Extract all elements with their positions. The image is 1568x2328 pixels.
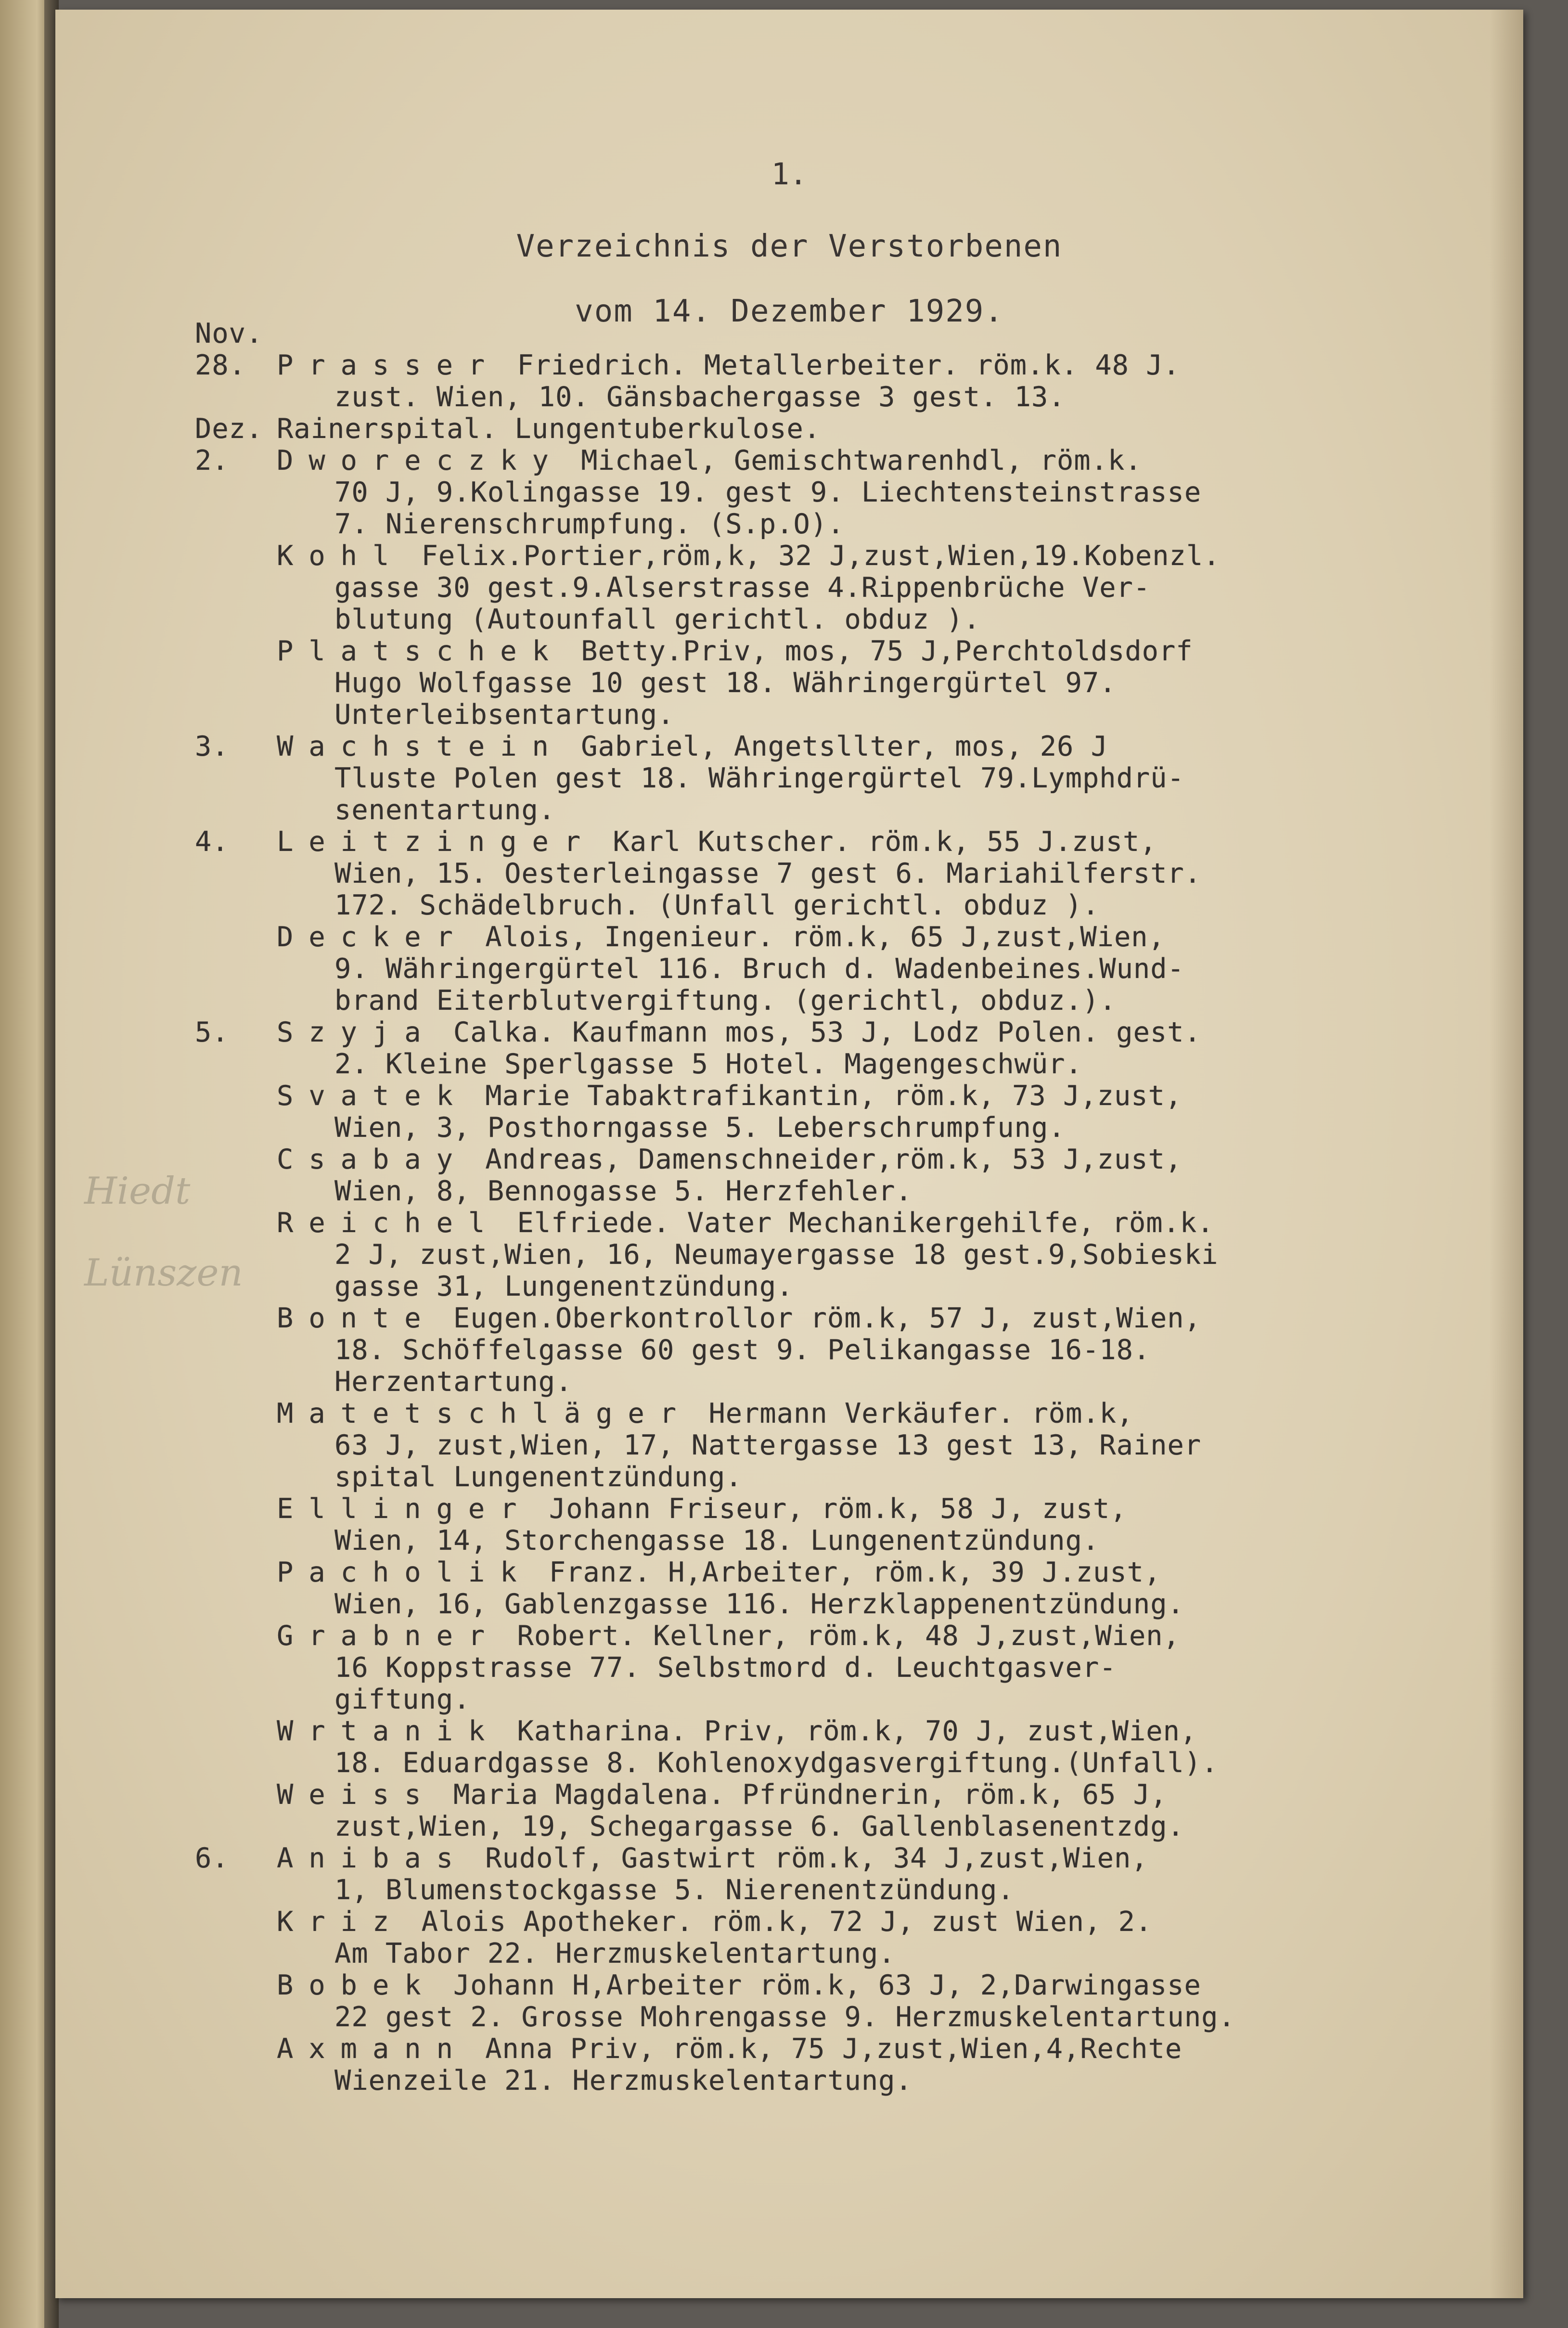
date-marker: 5. — [195, 1016, 229, 1048]
entry-text: Michael, Gemischtwarenhdl, röm.k. — [581, 445, 1142, 476]
entry-text: Wien, 14, Storchengasse 18. Lungenentzündung. — [334, 1525, 1100, 1556]
register-line — [195, 1334, 1494, 1366]
entry-text: blutung (Autounfall gerichtl. obduz ). — [334, 604, 981, 635]
surname-spaced: Wachstein — [277, 731, 564, 762]
register-line — [195, 1556, 1494, 1588]
margin-handwriting-1: Hiedt — [84, 1170, 191, 1213]
date-marker: Dez. — [195, 413, 263, 445]
entry-text: Felix.Portier,röm,k, 32 J,zust,Wien,19.Kobenzl. — [421, 540, 1221, 572]
entry-text: 18. Schöffelgasse 60 gest 9. Pelikangasse 16-18. — [334, 1334, 1151, 1366]
entry-text: 9. Währingergürtel 116. Bruch d. Wadenbeines.Wund- — [334, 953, 1184, 985]
register-line — [195, 1938, 1494, 1969]
entry-text: Friedrich. Metallerbeiter. röm.k. 48 J. — [517, 349, 1180, 381]
entry-text: Wien, 8, Bennogasse 5. Herzfehler. — [334, 1175, 913, 1207]
surname-spaced: Prasser — [277, 349, 501, 381]
register-line — [195, 604, 1494, 635]
margin-handwriting-2: Lünszen — [84, 1251, 243, 1295]
surname-spaced: Svatek — [277, 1080, 468, 1112]
register-line — [195, 762, 1494, 794]
register-line — [195, 826, 1494, 858]
entry-text: zust,Wien, 19, Schegargasse 6. Gallenblasenentzdg. — [334, 1811, 1184, 1842]
entry-text: 2. Kleine Sperlgasse 5 Hotel. Magengeschwür. — [334, 1048, 1082, 1080]
page-edge-shadow — [1490, 10, 1523, 2298]
register-line — [195, 476, 1494, 508]
entry-text: Hermann Verkäufer. röm.k, — [708, 1398, 1134, 1429]
entry-text: Wien, 15. Oesterleingasse 7 gest 6. Mariahilferstr. — [334, 858, 1202, 889]
register-line — [195, 381, 1494, 413]
entry-text: 172. Schädelbruch. (Unfall gerichtl. obduz ). — [334, 889, 1100, 921]
entry-text: Rainerspital. Lungentuberkulose. — [277, 413, 821, 445]
document-date: vom 14. Dezember 1929. — [575, 294, 1004, 329]
date-marker: 6. — [195, 1842, 229, 1874]
surname-spaced: Grabner — [277, 1620, 501, 1652]
register-line — [195, 699, 1494, 731]
entry-text: 18. Eduardgasse 8. Kohlenoxydgasvergiftung.(Unfall). — [334, 1747, 1219, 1779]
entry-text: 63 J, zust,Wien, 17, Nattergasse 13 gest 13, Rainer — [334, 1429, 1202, 1461]
register-line — [195, 985, 1494, 1016]
register-line — [195, 1969, 1494, 2001]
register-line — [195, 1080, 1494, 1112]
entry-text: Anna Priv, röm.k, 75 J,zust,Wien,4,Rechte — [485, 2033, 1182, 2065]
register-line — [195, 1207, 1494, 1239]
document-title: Verzeichnis der Verstorbenen — [516, 229, 1063, 264]
surname-spaced: Kohl — [277, 540, 405, 572]
entry-text: Hugo Wolfgasse 10 gest 18. Währingergürtel 97. — [334, 667, 1117, 699]
register-line — [195, 1048, 1494, 1080]
entry-text: senentartung. — [334, 794, 556, 826]
entry-text: Johann Friseur, röm.k, 58 J, zust, — [549, 1493, 1127, 1525]
date-marker: Nov. — [195, 318, 263, 349]
surname-spaced: Dworeczky — [277, 445, 564, 476]
entry-text: Karl Kutscher. röm.k, 55 J.zust, — [613, 826, 1157, 858]
entry-text: 22 gest 2. Grosse Mohrengasse 9. Herzmuskelentartung. — [334, 2001, 1235, 2033]
entry-text: Andreas, Damenschneider,röm.k, 53 J,zust, — [485, 1144, 1182, 1175]
entry-text: Herzentartung. — [334, 1366, 573, 1398]
register-line — [195, 1016, 1494, 1048]
entry-text: Wienzeile 21. Herzmuskelentartung. — [334, 2065, 913, 2096]
register-line — [195, 1874, 1494, 1906]
date-marker: 4. — [195, 826, 229, 858]
register-line — [195, 1842, 1494, 1874]
surname-spaced: Weiss — [277, 1779, 437, 1811]
entry-text: brand Eiterblutvergiftung. (gerichtl, obduz.). — [334, 985, 1117, 1016]
register-line — [195, 349, 1494, 381]
surname-spaced: Kriz — [277, 1906, 405, 1938]
register-line — [195, 953, 1494, 985]
surname-spaced: Reichel — [277, 1207, 501, 1239]
entry-text: Maria Magdalena. Pfründnerin, röm.k, 65 J, — [453, 1779, 1168, 1811]
register-line — [195, 2033, 1494, 2065]
register-line — [195, 889, 1494, 921]
entry-text: Betty.Priv, mos, 75 J,Perchtoldsdorf — [581, 635, 1193, 667]
entry-text: Johann H,Arbeiter röm.k, 63 J, 2,Darwingasse — [453, 1969, 1201, 2001]
surname-spaced: Bonte — [277, 1302, 437, 1334]
register-line — [195, 1175, 1494, 1207]
entry-text: 1, Blumenstockgasse 5. Nierenentzündung. — [334, 1874, 1015, 1906]
surname-spaced: Csabay — [277, 1144, 468, 1175]
register-line — [195, 1493, 1494, 1525]
register-line — [195, 731, 1494, 762]
register-line — [195, 1302, 1494, 1334]
register-line — [195, 1779, 1494, 1811]
register-line — [195, 1398, 1494, 1429]
register-line — [195, 1715, 1494, 1747]
document-page — [55, 10, 1523, 2298]
date-marker: 3. — [195, 731, 229, 762]
register-line — [195, 1906, 1494, 1938]
entry-text: Wien, 3, Posthorngasse 5. Leberschrumpfung. — [334, 1112, 1066, 1144]
surname-spaced: Wrtanik — [277, 1715, 501, 1747]
register-line — [195, 540, 1494, 572]
entry-text: Elfriede. Vater Mechanikergehilfe, röm.k. — [517, 1207, 1214, 1239]
entry-text: zust. Wien, 10. Gänsbachergasse 3 gest. 13. — [334, 381, 1066, 413]
register-line — [195, 1144, 1494, 1175]
page-number: 1. — [771, 156, 808, 192]
entry-text: Calka. Kaufmann mos, 53 J, Lodz Polen. gest. — [453, 1016, 1201, 1048]
register-line — [195, 1620, 1494, 1652]
register-line — [195, 508, 1494, 540]
surname-spaced: Decker — [277, 921, 468, 953]
entry-text: 16 Koppstrasse 77. Selbstmord d. Leuchtgasver- — [334, 1652, 1117, 1684]
register-line — [195, 1429, 1494, 1461]
entry-text: Robert. Kellner, röm.k, 48 J,zust,Wien, — [517, 1620, 1180, 1652]
register-line — [195, 794, 1494, 826]
register-line — [195, 318, 1494, 349]
surname-spaced: Axmann — [277, 2033, 468, 2065]
register-line — [195, 1112, 1494, 1144]
register-line — [195, 1525, 1494, 1556]
entry-text: Gabriel, Angetsllter, mos, 26 J — [581, 731, 1108, 762]
surname-spaced: Ellinger — [277, 1493, 532, 1525]
entry-text: Eugen.Oberkontrollor röm.k, 57 J, zust,Wien, — [453, 1302, 1201, 1334]
entry-text: Tluste Polen gest 18. Währingergürtel 79.Lymphdrü- — [334, 762, 1184, 794]
register-line — [195, 1747, 1494, 1779]
entry-text: Alois, Ingenieur. röm.k, 65 J,zust,Wien, — [485, 921, 1165, 953]
register-line — [195, 2065, 1494, 2096]
entry-text: 2 J, zust,Wien, 16, Neumayergasse 18 gest.9,Sobieski — [334, 1239, 1219, 1271]
surname-spaced: Szyja — [277, 1016, 437, 1048]
register-line — [195, 1271, 1494, 1302]
entry-text: giftung. — [334, 1684, 471, 1715]
date-marker: 2. — [195, 445, 229, 476]
entry-text: Wien, 16, Gablenzgasse 116. Herzklappenentzündung. — [334, 1588, 1184, 1620]
register-line — [195, 1239, 1494, 1271]
date-marker: 28. — [195, 349, 246, 381]
surname-spaced: Bobek — [277, 1969, 437, 2001]
entry-text: Am Tabor 22. Herzmuskelentartung. — [334, 1938, 896, 1969]
register-line — [195, 1684, 1494, 1715]
register-line — [195, 1366, 1494, 1398]
register-line — [195, 572, 1494, 604]
entry-text: 70 J, 9.Kolingasse 19. gest 9. Liechtensteinstrasse — [334, 476, 1202, 508]
register-line — [195, 1652, 1494, 1684]
surname-spaced: Anibas — [277, 1842, 468, 1874]
surname-spaced: Pacholik — [277, 1556, 532, 1588]
surname-spaced: Leitzinger — [277, 826, 596, 858]
register-line — [195, 1588, 1494, 1620]
entry-text: gasse 30 gest.9.Alserstrasse 4.Rippenbrüche Ver- — [334, 572, 1151, 604]
entry-text: Alois Apotheker. röm.k, 72 J, zust Wien, 2. — [421, 1906, 1153, 1938]
entry-text: spital Lungenentzündung. — [334, 1461, 743, 1493]
register-line — [195, 1461, 1494, 1493]
entry-text: gasse 31, Lungenentzündung. — [334, 1271, 794, 1302]
surname-spaced: Platschek — [277, 635, 564, 667]
register-line — [195, 667, 1494, 699]
register-line — [195, 413, 1494, 445]
entry-text: Unterleibsentartung. — [334, 699, 675, 731]
entry-text: Katharina. Priv, röm.k, 70 J, zust,Wien, — [517, 1715, 1197, 1747]
death-register-entries — [195, 318, 1494, 2096]
register-line — [195, 921, 1494, 953]
register-line — [195, 2001, 1494, 2033]
entry-text: Marie Tabaktrafikantin, röm.k, 73 J,zust, — [485, 1080, 1182, 1112]
entry-text: 7. Nierenschrumpfung. (S.p.O). — [334, 508, 845, 540]
entry-text: Rudolf, Gastwirt röm.k, 34 J,zust,Wien, — [485, 1842, 1148, 1874]
register-line — [195, 635, 1494, 667]
surname-spaced: Matetschläger — [277, 1398, 692, 1429]
register-line — [195, 1811, 1494, 1842]
entry-text: Franz. H,Arbeiter, röm.k, 39 J.zust, — [549, 1556, 1161, 1588]
register-line — [195, 858, 1494, 889]
register-line — [195, 445, 1494, 476]
